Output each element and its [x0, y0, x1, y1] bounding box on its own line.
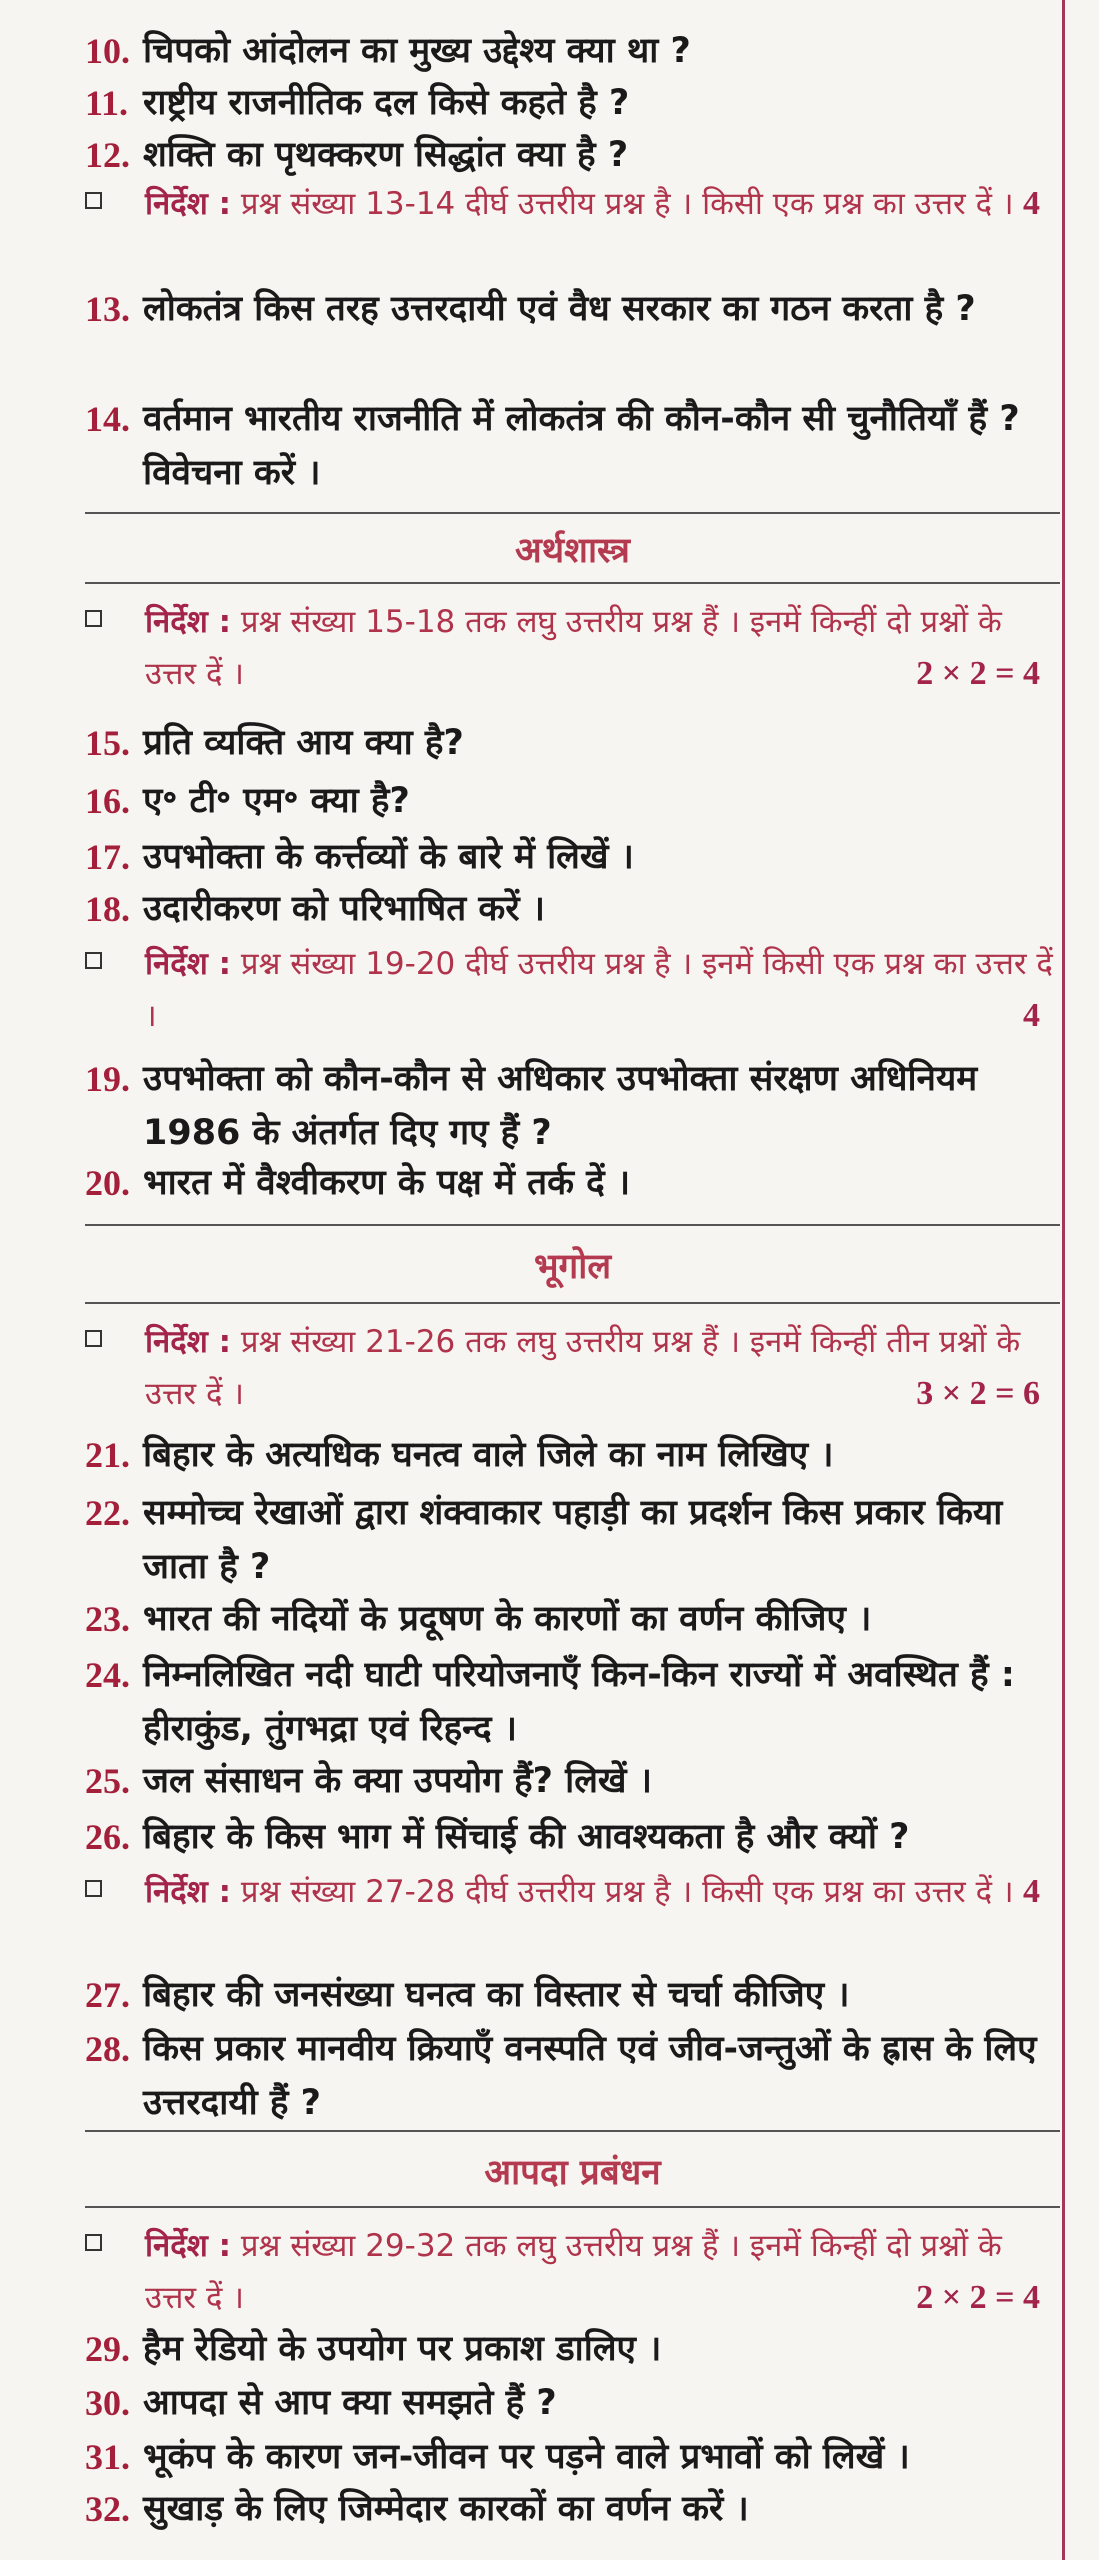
question-text: ए॰ टी॰ एम॰ क्या है? — [143, 781, 410, 821]
question-number: 17. — [85, 837, 130, 877]
checkbox-icon — [85, 2234, 102, 2251]
question-text: भारत में वैश्वीकरण के पक्ष में तर्क दें । — [143, 1163, 631, 1203]
direction-label: निर्देश : — [145, 1874, 231, 1910]
section-rule-top — [85, 512, 1060, 514]
direction-label: निर्देश : — [145, 1324, 231, 1360]
question-number: 31. — [85, 2437, 130, 2477]
question-11 — [85, 76, 1060, 130]
question-number: 12. — [85, 135, 130, 175]
question-28 — [85, 2022, 1060, 2130]
question-22 — [85, 1486, 1060, 1594]
question-27 — [85, 1968, 1060, 2022]
checkbox-icon — [85, 952, 102, 969]
direction-text: प्रश्न संख्या 27-28 दीर्घ उत्तरीय प्रश्न है । किसी एक प्रश्न का उत्तर दें । — [240, 1874, 1014, 1910]
question-text: बिहार के अत्यधिक घनत्व वाले जिले का नाम लिखिए । — [143, 1435, 834, 1475]
question-text: बिहार की जनसंख्या घनत्व का विस्तार से चर्चा कीजिए । — [143, 1975, 850, 2015]
direction-21-26 — [85, 1316, 1060, 1420]
question-31 — [85, 2430, 1060, 2484]
question-number: 13. — [85, 289, 130, 329]
question-text: उदारीकरण को परिभाषित करें । — [143, 889, 546, 929]
direction-29-32 — [85, 2220, 1060, 2324]
question-number: 28. — [85, 2029, 130, 2069]
question-text: शक्ति का पृथक्करण सिद्धांत क्या है ? — [143, 135, 629, 175]
question-20 — [85, 1156, 1060, 1210]
question-number: 26. — [85, 1817, 130, 1857]
direction-text: प्रश्न संख्या 15-18 तक लघु उत्तरीय प्रश्न हैं । इनमें किन्हीं दो प्रश्नों के उत्तर दें । — [145, 604, 1002, 692]
question-text: उपभोक्ता के कर्त्तव्यों के बारे में लिखें । — [143, 837, 634, 877]
question-12 — [85, 128, 1060, 182]
question-number: 14. — [85, 399, 130, 439]
question-29 — [85, 2322, 1060, 2376]
marks: 4 — [1023, 997, 1040, 1034]
direction-13-14 — [85, 178, 1060, 230]
question-text: भारत की नदियों के प्रदूषण के कारणों का वर्णन कीजिए । — [143, 1599, 872, 1639]
direction-15-18 — [85, 596, 1060, 700]
question-text: लोकतंत्र किस तरह उत्तरदायी एवं वैध सरकार का गठन करता है ? — [143, 289, 976, 329]
section-rule-bottom — [85, 1302, 1060, 1304]
question-number: 15. — [85, 723, 130, 763]
question-15 — [85, 716, 1060, 770]
marks: 3 × 2 = 6 — [916, 1375, 1040, 1412]
marks: 4 — [1023, 185, 1040, 222]
question-25 — [85, 1754, 1060, 1808]
question-number: 16. — [85, 781, 130, 821]
direction-label: निर्देश : — [145, 946, 231, 982]
question-text: आपदा से आप क्या समझते हैं ? — [143, 2383, 557, 2423]
question-10 — [85, 24, 1060, 78]
question-text: सम्मोच्च रेखाओं द्वारा शंक्वाकार पहाड़ी का प्रदर्शन किस प्रकार किया जाता है ? — [143, 1493, 1003, 1587]
question-number: 21. — [85, 1435, 130, 1475]
question-text: हैम रेडियो के उपयोग पर प्रकाश डालिए । — [143, 2329, 662, 2369]
question-text: राष्ट्रीय राजनीतिक दल किसे कहते है ? — [143, 83, 630, 123]
question-number: 11. — [85, 83, 129, 123]
direction-19-20 — [85, 938, 1060, 1042]
question-26 — [85, 1810, 1060, 1864]
question-number: 32. — [85, 2489, 130, 2529]
section-rule-bottom — [85, 2206, 1060, 2208]
question-17 — [85, 830, 1060, 884]
checkbox-icon — [85, 192, 102, 209]
question-14 — [85, 392, 1060, 500]
section-title-disaster: आपदा प्रबंधन — [484, 2153, 661, 2193]
question-16 — [85, 774, 1060, 828]
question-number: 19. — [85, 1059, 130, 1099]
right-margin-rule — [1062, 0, 1065, 2560]
question-30 — [85, 2376, 1060, 2430]
checkbox-icon — [85, 1880, 102, 1897]
section-title-economics: अर्थशास्त्र — [515, 531, 630, 571]
question-number: 18. — [85, 889, 130, 929]
question-text: उपभोक्ता को कौन-कौन से अधिकार उपभोक्ता संरक्षण अधिनियम 1986 के अंतर्गत दिए गए हैं ? — [143, 1059, 978, 1153]
question-number: 25. — [85, 1761, 130, 1801]
question-number: 30. — [85, 2383, 130, 2423]
question-32 — [85, 2482, 1060, 2536]
question-number: 20. — [85, 1163, 130, 1203]
direction-label: निर्देश : — [145, 186, 231, 222]
question-text: किस प्रकार मानवीय क्रियाएँ वनस्पति एवं जीव-जन्तुओं के ह्रास के लिए उत्तरदायी हैं ? — [143, 2029, 1037, 2123]
checkbox-icon — [85, 1330, 102, 1347]
question-number: 10. — [85, 31, 130, 71]
question-13 — [85, 282, 1060, 336]
marks: 4 — [1023, 1873, 1040, 1910]
question-23 — [85, 1592, 1060, 1646]
direction-label: निर्देश : — [145, 604, 231, 640]
section-rule-top — [85, 2130, 1060, 2132]
question-text: प्रति व्यक्ति आय क्या है? — [143, 723, 464, 763]
question-text: चिपको आंदोलन का मुख्य उद्देश्य क्या था ? — [143, 31, 691, 71]
direction-text: प्रश्न संख्या 21-26 तक लघु उत्तरीय प्रश्न हैं । इनमें किन्हीं तीन प्रश्नों के उत्तर दें । — [145, 1324, 1021, 1412]
question-number: 23. — [85, 1599, 130, 1639]
question-18 — [85, 882, 1060, 936]
question-text: बिहार के किस भाग में सिंचाई की आवश्यकता है और क्यों ? — [143, 1817, 910, 1857]
question-text: निम्नलिखित नदी घाटी परियोजनाएँ किन-किन राज्यों में अवस्थित हैं : हीराकुंड, तुंगभद्रा एवं रिहन्द । — [143, 1655, 1015, 1749]
question-number: 22. — [85, 1493, 130, 1533]
direction-text: प्रश्न संख्या 19-20 दीर्घ उत्तरीय प्रश्न है । इनमें किसी एक प्रश्न का उत्तर दें । — [145, 946, 1053, 1034]
question-number: 29. — [85, 2329, 130, 2369]
question-text: सुखाड़ के लिए जिम्मेदार कारकों का वर्णन करें । — [143, 2489, 749, 2529]
question-text: वर्तमान भारतीय राजनीति में लोकतंत्र की कौन-कौन सी चुनौतियाँ हैं ? विवेचना करें । — [143, 399, 1020, 493]
direction-label: निर्देश : — [145, 2228, 231, 2264]
direction-text: प्रश्न संख्या 13-14 दीर्घ उत्तरीय प्रश्न है । किसी एक प्रश्न का उत्तर दें । — [240, 186, 1014, 222]
section-title-geography: भूगोल — [533, 1247, 612, 1287]
section-rule-top — [85, 1224, 1060, 1226]
checkbox-icon — [85, 610, 102, 627]
section-rule-bottom — [85, 582, 1060, 584]
question-19 — [85, 1052, 1060, 1160]
direction-27-28 — [85, 1866, 1060, 1918]
marks: 2 × 2 = 4 — [916, 2279, 1040, 2316]
question-number: 27. — [85, 1975, 130, 2015]
question-text: भूकंप के कारण जन-जीवन पर पड़ने वाले प्रभावों को लिखें । — [143, 2437, 910, 2477]
direction-text: प्रश्न संख्या 29-32 तक लघु उत्तरीय प्रश्न हैं । इनमें किन्हीं दो प्रश्नों के उत्तर दें । — [145, 2228, 1002, 2316]
question-text: जल संसाधन के क्या उपयोग हैं? लिखें । — [143, 1761, 653, 1801]
question-number: 24. — [85, 1655, 130, 1695]
question-24 — [85, 1648, 1060, 1756]
marks: 2 × 2 = 4 — [916, 655, 1040, 692]
question-21 — [85, 1428, 1060, 1482]
